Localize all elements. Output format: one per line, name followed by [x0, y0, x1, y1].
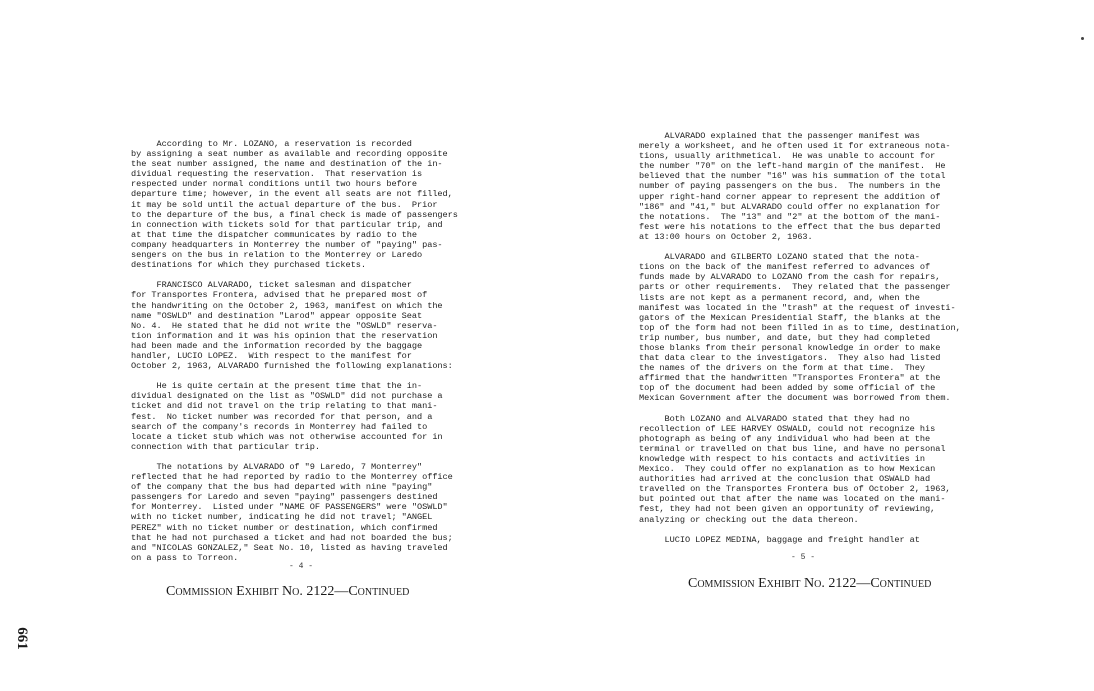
left-page-body-text: According to Mr. LOZANO, a reservation is recorded by assigning a seat number as available and recording opposite the seat number assigned, the name and destination of the in- dividual requesting the reservation. That reservation is respected under normal conditions until two hours before departure time; however, in the event all seats are not filled, it may be sold until the actual departure of the bus. Prior to the departure of the bus, a final check is made of passengers in connection with tickets sold for that particular trip, and at that time the dispatcher communicates by radio to the company headquarters in Monterrey the number of "paying" pas- sengers on the bus in relation to the Monterrey or Laredo destinations for which they purchased tickets. FRANCISCO ALVARADO, ticket salesman and dispatcher for Transportes Frontera, advised that he prepared most of the handwriting on the October 2, 1963, manifest on which the name "OSWLD" and destination "Larod" appear opposite Seat No. 4. He stated that he did not write the "OSWLD" reserva- tion information and it was his opinion that the reservation had been made and the information recorded by the baggage handler, LUCIO LOPEZ. With respect to the manifest for October 2, 1963, ALVARADO furnished the following explanations: He is quite certain at the present time that the in- dividual designated on the list as "OSWLD" did not purchase a ticket and did not travel on the trip relating to that mani- fest. No ticket number was recorded for that person, and a search of the company's records in Monterrey had failed to locate a ticket stub which was not otherwise accounted for in connection with that particular trip. The notations by ALVARADO of "9 Laredo, 7 Monterrey" reflected that he had reported by radio to the Monterrey office of the company that the bus had departed with nine "paying" passengers for Laredo and seven "paying" passengers destined for Monterrey. Listed under "NAME OF PASSENGERS" were "OSWLD" with no ticket number, indicating he did not travel; "ANGEL PEREZ" with no ticket number or destination, which confirmed that he had not purchased a ticket and had not boarded the bus; and "NICOLAS GONZALEZ," Seat No. 10, listed as having traveled on a pass to Torreon.: [131, 139, 458, 563]
scan-speck: [1081, 37, 1084, 40]
right-page-number: - 5 -: [791, 553, 816, 562]
volume-page-number: 661: [13, 627, 30, 650]
left-page-caption: Commission Exhibit No. 2122—Continued: [166, 584, 410, 599]
left-page-number: - 4 -: [289, 562, 314, 571]
right-page-caption: Commission Exhibit No. 2122—Continued: [688, 576, 932, 591]
right-page: [547, 0, 1094, 691]
right-page-body-text: ALVARADO explained that the passenger manifest was merely a worksheet, and he often used it for extraneous nota- tions, usually arithmetical. He was unable to account for the number "70" on the left-hand margin of the manifest. He believed that the number "16" was his summation of the total number of paying passengers on the bus. The numbers in the upper right-hand corner appear to represent the addition of "186" and "41," but ALVARADO could offer no explanation for the notations. The "13" and "2" at the bottom of the mani- fest were his notations to the effect that the bus departed at 13:00 hours on October 2, 1963. ALVARADO and GILBERTO LOZANO stated that the nota- tions on the back of the manifest referred to advances of funds made by ALVARADO to LOZANO from the cash for repairs, parts or other requirements. They related that the passenger lists are not kept as a permanent record, and, when the manifest was located in the "trash" at the request of investi- gators of the Mexican Presidential Staff, the blanks at the top of the form had not been filled in as to time, destination, trip number, bus number, and date, but they had completed those blanks from their personal knowledge in order to make that data clear to the investigators. They also had listed the names of the drivers on the form at that time. They affirmed that the handwritten "Transportes Frontera" at the top of the document had been added by some official of the Mexican Government after the document was borrowed from them. Both LOZANO and ALVARADO stated that they had no recollection of LEE HARVEY OSWALD, could not recognize his photograph as being of any individual who had been at the terminal or travelled on that bus line, and have no personal knowledge with respect to his contacts and activities in Mexico. They could offer no explanation as to how Mexican authorities had arrived at the conclusion that OSWALD had travelled on the Transportes Frontera bus of October 2, 1963, but pointed out that after the name was located on the mani- fest, they had not been given an opportunity of reviewing, analyzing or checking out the data thereon. LUCIO LOPEZ MEDINA, baggage and freight handler at: [639, 131, 961, 545]
